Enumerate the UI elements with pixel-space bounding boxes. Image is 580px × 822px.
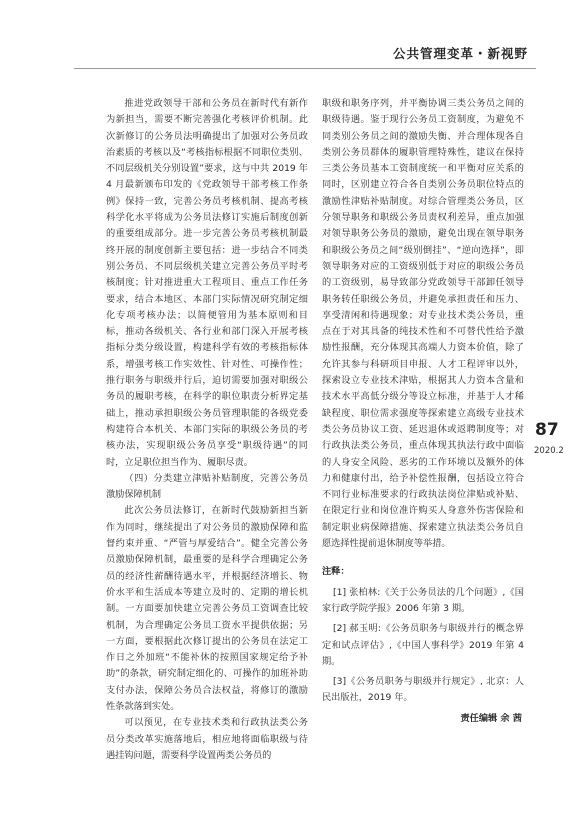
header-divider: [74, 68, 536, 69]
notes-heading: 注释：: [322, 566, 350, 578]
note-item: [3]《公务员职务与职级并行规定》, 北京：人民出版社，2019 年。: [322, 676, 524, 704]
section-header: 公共管理变革・新视野: [392, 46, 528, 61]
right-column: [322, 96, 524, 727]
responsible-editor: 责任编辑 余 茜: [460, 712, 522, 724]
note-item: [1] 张柏林:《关于公务员法的几个问题》,《国家行政学院学报》2006 年第 3 期。: [322, 586, 524, 614]
section-subheading: （四）分类建立津贴补贴制度，完善公务员激励保障机制: [106, 472, 308, 501]
left-column: [106, 96, 308, 764]
body-paragraph: 此次公务员法修订，在新时代鼓励新担当新作为同时，继续提出了对公务员的激励保障和监督约束并重、“严管与厚爱结合”。健全完善公务员激励保障机制，最重要的是科学合理确定公务员的经济性薪酬待遇水平，并根据经济增长、物价水平和生活成本等建立及时的、定期的增长机制。一方面要加快建立完善公务员工资调查比较机制，为合理确定公务员工资水平提供依据；另一方面，要根据此次修订提出的公务员在法定工作日之外加班“不能补休的按照国家规定给予补助”的条款，研究制定细化的、可操作的加班补助支付办法，保障公务员合法权益，将修订的激励性条款落到实处。: [106, 505, 308, 712]
body-paragraph: 职级和职务序列，并平衡协调三类公务员之间的职级待遇。鉴于现行公务员工资制度，为避免不同类别公务员之间的激励失衡、并合理体现各自类别公务员群体的履职管理特殊性，建议在保持三类公务员基本工资制度统一和平衡对应关系的同时，区别建立符合各自类别公务员职位特点的激励性津贴补贴制度。对综合管理类公务员，区分领导职务和职级公务员责权利差异，重点加强对领导职务公务员的激励，避免出现在领导职务和职级公务员之间“级别倒挂”、“逆向选择”，即领导职务对应的工资级别低于对应的职级公务员的工资级别，易导致部分党政领导干部卸任领导职务转任职级公务员，并避免承担责任和压力、享受清闲和待遇现象；对专业技术类公务员，重点在于对其具备的纯技术性和不可替代性给予激励性报酬，充分体现其高端人力资本价值，除了允许其参与科研项目申报、人才工程评审以外，探索设立专业技术津贴，根据其人力资本含量和技术水平高低分级分等设立标准，并基于人才稀缺程度、职位需求强度等探索建立高级专业技术类公务员协议工资、延迟退休或返聘制度等；对行政执法类公务员，重点体现其执法行政中面临的人身安全风险、恶劣的工作环境以及额外的体力和健康付出，给予补偿性报酬，包括设立符合不同行业标准要求的行政执法岗位津贴或补贴、在限定行业和岗位准许购买人身意外伤害保险和制定职业病保障措施、探索建立执法类公务员自愿选择性提前退休制度等举措。: [322, 98, 524, 550]
issue-number: 2020.2: [534, 446, 564, 456]
note-item: [2] 郝玉明:《公务员职务与职级并行的概念界定和试点评估》,《中国人事科学》2019 年第 4 期。: [322, 623, 524, 667]
page-number: 87: [535, 420, 559, 440]
body-paragraph: 推进党政领导干部和公务员在新时代有新作为新担当，需要不断完善强化考核评价机制。此次新修订的公务员法明确提出了加强对公务员政治素质的考核以及“考核指标根据不同职位类别、不同层级机关分别设置”要求，这与中共 2019 年 4 月最新颁布印发的《党政领导干部考核工作条例》保持一致，完善公务员考核机制、提高考核科学化水平将成为公务员法修订实施后制度创新的重要组成部分。进一步完善公务员考核机制最终开展的制度创新主要包括：进一步结合不同类别公务员、不同层级机关建立完善公务员平时考核制度；针对推进重大工程项目、重点工作任务要求，结合本地区、本部门实际情况研究制定细化专项考核办法；以简便管用为基本原则和目标，推动各级机关、各行业和部门深入开展考核指标分类分级设置，构建科学有效的考核指标体系，增强考核工作实效性、针对性、可操作性；推行职务与职级并行后，迫切需要加强对职级公务员的履职考核，在科学的职位职责分析界定基础上，推动承担职级公务员管理职能的各级党委构建符合本机关、本部门实际的职级公务员的考核办法，实现职级公务员享受“职级待遇”的同时，立足职位担当作为、履职尽责。: [106, 98, 308, 468]
body-paragraph: 可以预见，在专业技术类和行政执法类公务员分类改革实施落地后，相应地将面临职级与待遇挂钩问题，需要科学设置两类公务员的: [106, 717, 308, 761]
